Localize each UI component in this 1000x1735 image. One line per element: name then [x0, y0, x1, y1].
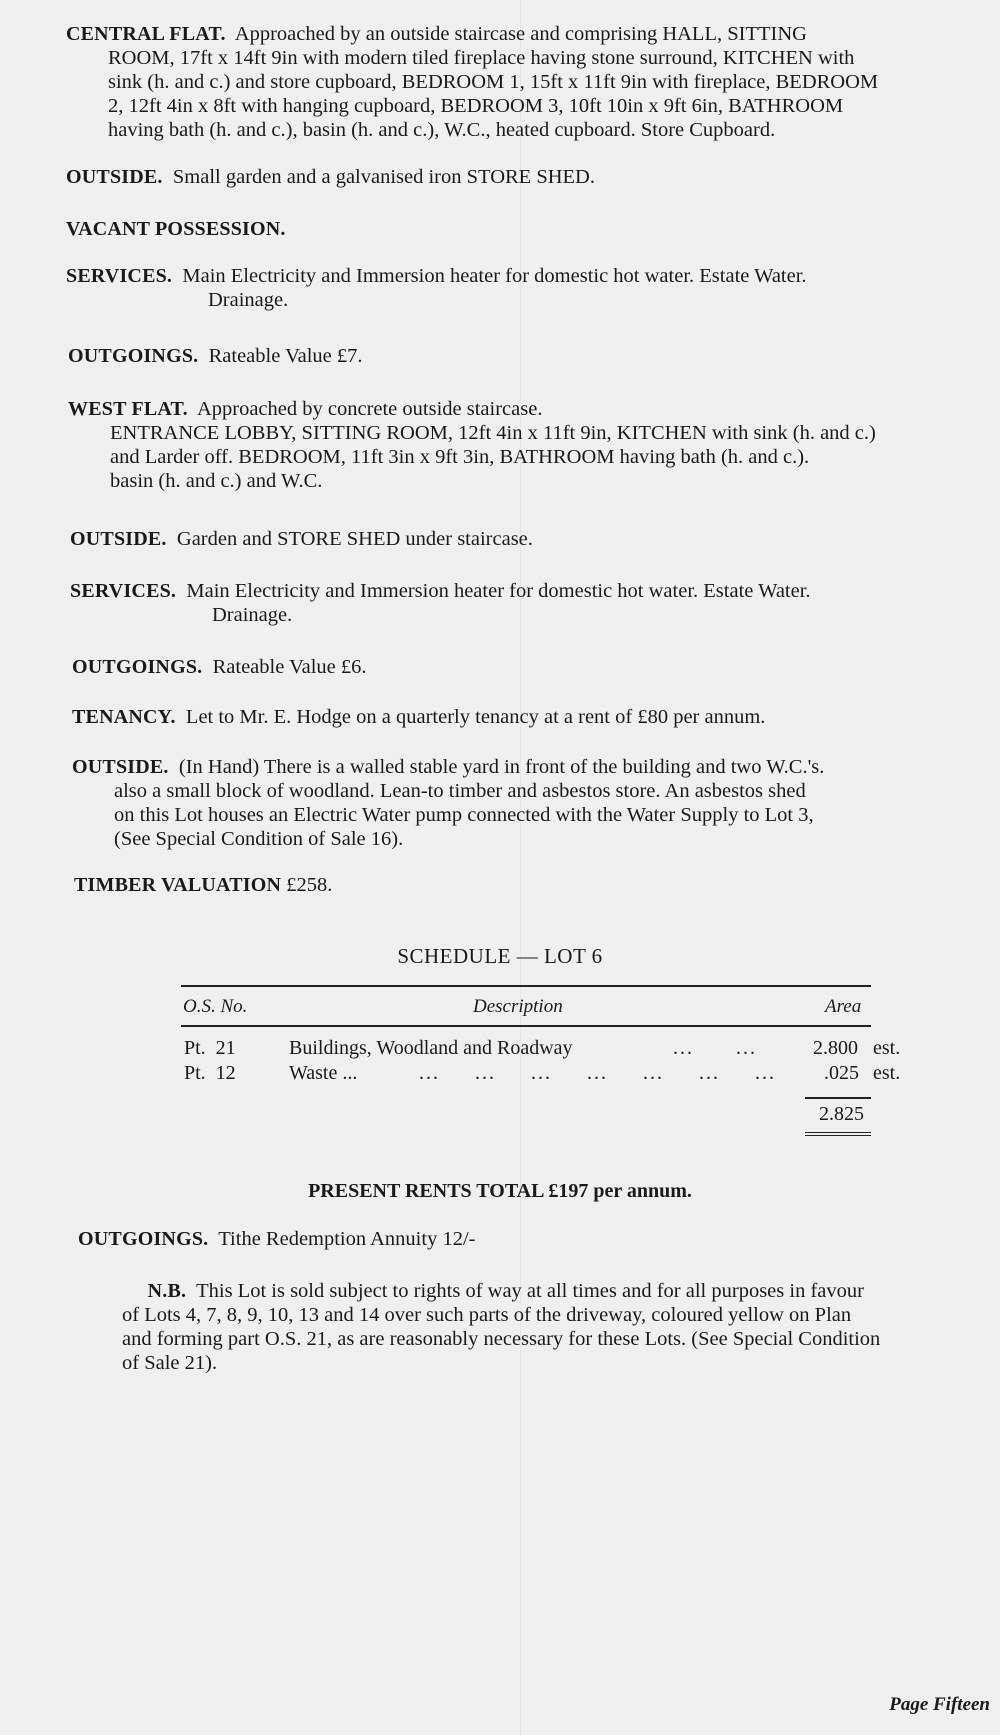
- timber-valuation-heading: TIMBER VALUATION: [74, 874, 282, 896]
- west-flat-line: and Larder off. BEDROOM, 11ft 3in x 9ft 3in, BATHROOM having bath (h. and c.).: [110, 446, 810, 468]
- row-area: .025: [824, 1062, 859, 1084]
- outside-line: also a small block of woodland. Lean-to timber and asbestos store. An asbestos shed: [114, 780, 806, 802]
- vacant-possession-section: [66, 217, 286, 241]
- central-flat-line: ROOM, 17ft x 14ft 9in with modern tiled fireplace having stone surround, KITCHEN with: [108, 47, 855, 69]
- row-area: 2.800: [813, 1037, 858, 1059]
- west-flat-line: basin (h. and c.) and W.C.: [110, 470, 323, 492]
- services-section: [70, 579, 980, 627]
- services-text: Drainage.: [212, 604, 293, 626]
- outside-section: [70, 527, 970, 551]
- nb-line: This Lot is sold subject to rights of way at all times and for all purposes in favour: [196, 1280, 864, 1302]
- header-area: Area: [825, 996, 862, 1017]
- nb-line: and forming part O.S. 21, as are reasonably necessary for these Lots. (See Special Condition: [122, 1328, 881, 1350]
- total-double-rule: [805, 1132, 871, 1136]
- row-os-no: Pt. 12: [184, 1062, 236, 1084]
- page-number: Page Fifteen: [889, 1694, 990, 1715]
- row-leader-dots: ... ... ... ... ... ... ...: [419, 1062, 776, 1084]
- outside-section: [66, 165, 966, 189]
- central-flat-line: having bath (h. and c.), basin (h. and c.), W.C., heated cupboard. Store Cupboard.: [108, 119, 776, 141]
- west-flat-line: Approached by concrete outside staircase.: [196, 398, 543, 420]
- outgoings-section: [72, 655, 972, 679]
- outside-line: (See Special Condition of Sale 16).: [114, 828, 404, 850]
- central-flat-line: Approached by an outside staircase and comprising HALL, SITTING: [234, 23, 807, 45]
- timber-valuation-value: £258.: [286, 874, 333, 896]
- outside-text: Small garden and a galvanised iron STORE SHED.: [172, 166, 595, 188]
- timber-valuation-section: [74, 873, 674, 897]
- outside-heading: OUTSIDE.: [72, 756, 169, 778]
- row-description: Waste ...: [289, 1062, 358, 1084]
- services-heading: SERVICES.: [66, 265, 173, 287]
- row-area-note: est.: [873, 1037, 901, 1059]
- nb-section: [122, 1279, 992, 1375]
- tenancy-text: Let to Mr. E. Hodge on a quarterly tenancy at a rent of £80 per annum.: [185, 706, 766, 728]
- header-description: Description: [473, 996, 563, 1017]
- nb-line: of Lots 4, 7, 8, 9, 10, 13 and 14 over such parts of the driveway, coloured yellow on Plan: [122, 1304, 852, 1326]
- present-rents-total: PRESENT RENTS TOTAL £197 per annum.: [308, 1180, 692, 1202]
- bleed-through-rule: [520, 0, 521, 1735]
- west-flat-line: ENTRANCE LOBBY, SITTING ROOM, 12ft 4in x 11ft 9in, KITCHEN with sink (h. and c.): [110, 422, 876, 444]
- row-area-note: est.: [873, 1062, 901, 1084]
- nb-heading: N.B.: [147, 1280, 187, 1302]
- table-row: [181, 1037, 901, 1062]
- outside-line: (In Hand) There is a walled stable yard in front of the building and two W.C.'s.: [178, 756, 825, 778]
- outgoings-heading: OUTGOINGS.: [68, 345, 199, 367]
- schedule-total: 2.825: [819, 1103, 864, 1125]
- schedule-table: [181, 985, 901, 1145]
- outgoings-text: Rateable Value £7.: [208, 345, 363, 367]
- central-flat-line: sink (h. and c.) and store cupboard, BEDROOM 1, 15ft x 11ft 9in with fireplace, BEDROOM: [108, 71, 879, 93]
- total-rule: [805, 1097, 871, 1099]
- outside-text: Garden and STORE SHED under staircase.: [176, 528, 533, 550]
- tenancy-heading: TENANCY.: [72, 706, 176, 728]
- central-flat-section: [66, 22, 976, 142]
- outgoings-text: Rateable Value £6.: [212, 656, 367, 678]
- tenancy-section: [72, 705, 982, 729]
- outgoings-section: [78, 1227, 978, 1251]
- row-description: Buildings, Woodland and Roadway: [289, 1037, 573, 1059]
- services-section: [66, 264, 976, 312]
- vacant-possession-heading: VACANT POSSESSION.: [66, 218, 286, 240]
- central-flat-heading: CENTRAL FLAT.: [66, 23, 226, 45]
- outside-heading: OUTSIDE.: [66, 166, 163, 188]
- row-os-no: Pt. 21: [184, 1037, 236, 1059]
- table-row: [181, 1062, 901, 1087]
- west-flat-heading: WEST FLAT.: [68, 398, 188, 420]
- outside-heading: OUTSIDE.: [70, 528, 167, 550]
- outgoings-section: [68, 344, 968, 368]
- west-flat-section: [68, 397, 978, 493]
- nb-line: of Sale 21).: [122, 1352, 218, 1374]
- table-header: [181, 987, 871, 1027]
- services-heading: SERVICES.: [70, 580, 177, 602]
- services-text: Main Electricity and Immersion heater for domestic hot water. Estate Water.: [186, 580, 811, 602]
- central-flat-line: 2, 12ft 4in x 8ft with hanging cupboard, BEDROOM 3, 10ft 10in x 9ft 6in, BATHROOM: [108, 95, 844, 117]
- row-leader-dots: ... ...: [673, 1037, 757, 1059]
- outgoings-heading: OUTGOINGS.: [78, 1228, 209, 1250]
- services-text: Main Electricity and Immersion heater for domestic hot water. Estate Water.: [182, 265, 807, 287]
- schedule-title: SCHEDULE — LOT 6: [397, 944, 603, 968]
- outgoings-text: Tithe Redemption Annuity 12/-: [218, 1228, 476, 1250]
- header-os-no: O.S. No.: [183, 996, 248, 1017]
- outgoings-heading: OUTGOINGS.: [72, 656, 203, 678]
- services-text: Drainage.: [208, 289, 289, 311]
- outside-line: on this Lot houses an Electric Water pump connected with the Water Supply to Lot 3,: [114, 804, 814, 826]
- outside-in-hand-section: [72, 755, 982, 851]
